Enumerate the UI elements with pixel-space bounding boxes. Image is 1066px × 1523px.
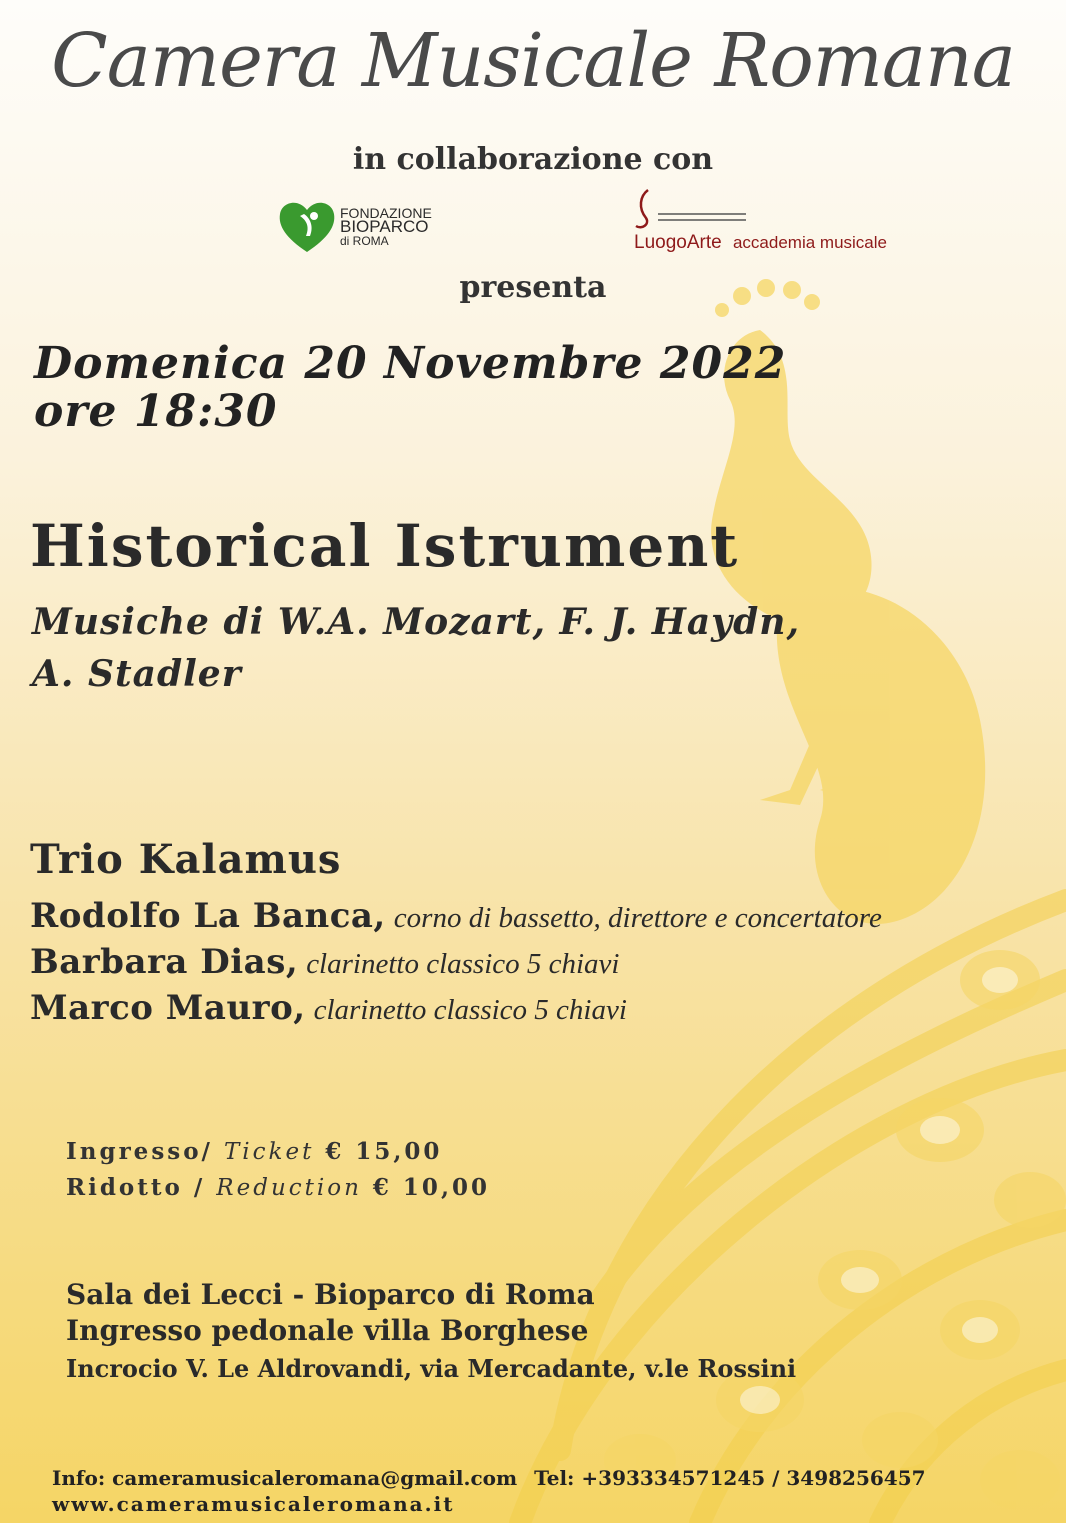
event-date: Domenica 20 Novembre 2022 [34, 338, 787, 389]
treble-clef-icon [628, 188, 748, 232]
event-time: ore 18:30 [34, 386, 278, 437]
heart-leaf-icon [276, 196, 338, 258]
ticket-price: € 10,00 [372, 1174, 490, 1201]
performer-role: corno di bassetto, direttore e concertatore [393, 902, 882, 934]
ensemble-name: Trio Kalamus [30, 836, 342, 883]
bioparco-line2: BIOPARCO [340, 217, 429, 236]
ticket-label-en: Reduction [216, 1175, 362, 1201]
performer-role: clarinetto classico 5 chiavi [313, 994, 627, 1026]
performer-row [30, 942, 619, 982]
page-title: Camera Musicale Romana [51, 18, 1015, 104]
ticket-full-price [66, 1138, 442, 1165]
bioparco-line1: FONDAZIONE [340, 205, 432, 221]
venue-address: Incrocio V. Le Aldrovandi, via Mercadante, v.le Rossini [66, 1354, 797, 1383]
luogoarte-tagline: accademia musicale [732, 233, 887, 252]
contact-phone: Tel: +393334571245 / 3498256457 [534, 1466, 926, 1490]
venue-entrance: Ingresso pedonale villa Borghese [66, 1314, 589, 1347]
venue-name: Sala dei Lecci - Bioparco di Roma [66, 1278, 595, 1311]
contact-email: Info: cameramusicaleromana@gmail.com [52, 1466, 518, 1490]
concert-title: Historical Istrument [30, 512, 740, 580]
event-datetime [34, 340, 786, 436]
ticket-price: € 15,00 [325, 1138, 443, 1165]
composers-line2: A. Stadler [32, 653, 242, 695]
performer-name: Marco Mauro, [30, 988, 306, 1028]
contact-website: www.cameramusicaleromana.it [52, 1492, 455, 1516]
bioparco-line3: di ROMA [340, 234, 389, 248]
performer-role: clarinetto classico 5 chiavi [306, 948, 620, 980]
performer-name: Rodolfo La Banca, [30, 896, 386, 936]
performer-name: Barbara Dias, [30, 942, 299, 982]
contact-line [52, 1466, 926, 1490]
performer-row [30, 988, 627, 1028]
ticket-label: Ingresso/ [66, 1138, 213, 1165]
luogoarte-name: LuogoArte [634, 232, 722, 253]
performer-row [30, 896, 882, 936]
presents-label: presenta [459, 270, 607, 305]
luogoarte-logo [628, 188, 948, 268]
ticket-reduced-price [66, 1174, 490, 1201]
ticket-label: Ridotto / [66, 1174, 206, 1201]
bioparco-logo [276, 196, 476, 262]
collaboration-label: in collaborazione con [352, 142, 714, 177]
ticket-label-en: Ticket [223, 1139, 315, 1165]
program-composers [32, 596, 800, 700]
composers-line1: Musiche di W.A. Mozart, F. J. Haydn, [32, 601, 800, 643]
